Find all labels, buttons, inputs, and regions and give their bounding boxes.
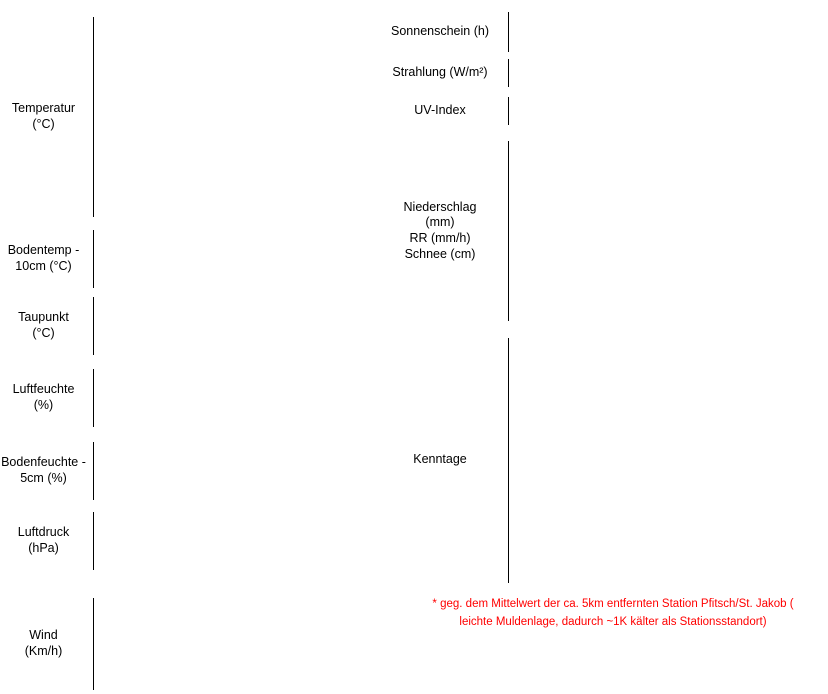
group-category-label: Taupunkt (°C): [18, 310, 69, 340]
measurement-row: [94, 117, 380, 136]
measurement-row: [509, 451, 799, 470]
measurement-group: [380, 12, 828, 52]
measurement-row: [94, 635, 380, 654]
group-divider: [508, 59, 509, 87]
measurement-group: [380, 335, 828, 585]
measurement-row: [94, 98, 380, 117]
measurement-row: [94, 79, 380, 98]
group-category-label: Luftdruck (hPa): [17, 525, 70, 555]
measurement-group: [380, 135, 828, 327]
group-divider: [508, 97, 509, 125]
measurement-group: [380, 62, 828, 84]
measurement-group: [0, 510, 380, 572]
measurement-row: [509, 231, 799, 250]
group-divider: [93, 369, 94, 427]
group-rows: [94, 635, 380, 654]
group-category-label: Luftfeuchte (%): [12, 382, 75, 412]
group-category-label: Sonnenschein (h): [391, 24, 489, 39]
group-divider: [93, 230, 94, 288]
group-category-label: Wind (Km/h): [24, 628, 63, 658]
group-category-label: Niederschlag (mm) RR (mm/h) Schnee (cm): [403, 199, 477, 261]
measurement-row: [94, 136, 380, 155]
group-rows: [509, 451, 799, 470]
group-category-label: Kenntage: [413, 452, 467, 467]
left-column: [0, 0, 380, 677]
measurement-group: [380, 100, 828, 122]
group-rows: [509, 212, 799, 250]
measurement-group: [0, 295, 380, 357]
footnote-star: *: [432, 598, 437, 610]
measurement-group: [0, 228, 380, 290]
measurement-group: [0, 8, 380, 226]
group-category-label: Bodentemp - 10cm (°C): [7, 243, 80, 273]
group-category-label: UV-Index: [414, 103, 466, 118]
measurement-row: [509, 212, 799, 231]
footnote-line1: geg. dem Mittelwert der ca. 5km entfernten Station Pfitsch/St. Jakob (: [440, 598, 794, 610]
measurement-group: [0, 367, 380, 429]
measurement-group: [0, 440, 380, 502]
group-category-label: Strahlung (W/m²): [392, 65, 488, 80]
footnote-line2: leichte Muldenlage, dadurch ~1K kälter als Stationsstandort): [459, 616, 767, 628]
group-divider: [93, 442, 94, 500]
footnote: [398, 595, 828, 631]
group-divider: [93, 512, 94, 570]
group-divider: [508, 12, 509, 52]
right-column: [380, 0, 828, 677]
measurement-group: [0, 594, 380, 694]
group-divider: [93, 297, 94, 355]
group-category-label: Temperatur (°C): [11, 101, 76, 131]
group-rows: [94, 79, 380, 155]
group-category-label: Bodenfeuchte - 5cm (%): [1, 455, 86, 485]
